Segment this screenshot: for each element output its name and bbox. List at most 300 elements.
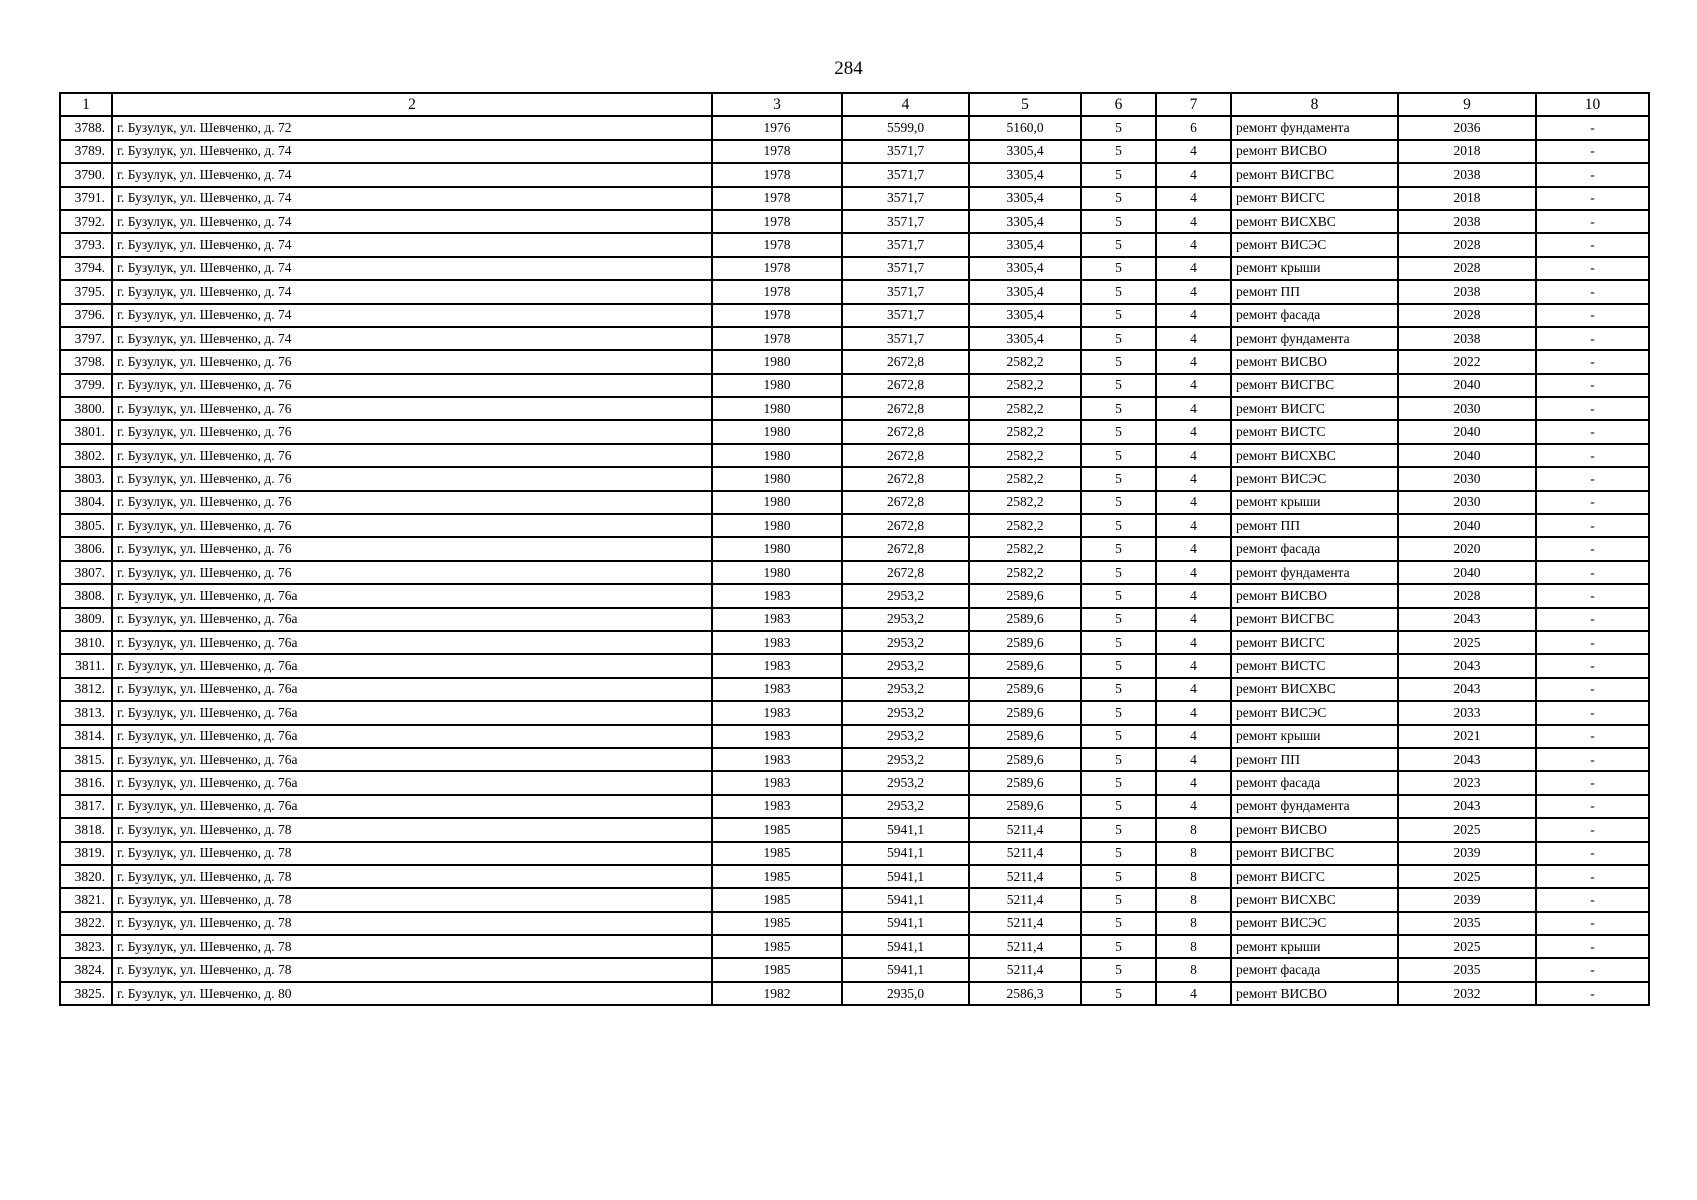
- cell-living-area: 2589,6: [969, 678, 1081, 701]
- table-row: [60, 350, 1649, 373]
- cell-work-type: ремонт ВИСТС: [1231, 420, 1398, 443]
- page-number: 284: [834, 58, 863, 79]
- cell-note: -: [1536, 584, 1649, 607]
- cell-planned-year: 2023: [1398, 771, 1536, 794]
- cell-floors: 5: [1081, 444, 1156, 467]
- cell-floors: 5: [1081, 771, 1156, 794]
- cell-row-number: 3800.: [60, 397, 112, 420]
- cell-total-area: 3571,7: [842, 140, 969, 163]
- cell-work-type: ремонт фасада: [1231, 771, 1398, 794]
- cell-work-type: ремонт ВИСГВС: [1231, 374, 1398, 397]
- cell-build-year: 1985: [712, 842, 842, 865]
- cell-work-type: ремонт ВИСГС: [1231, 631, 1398, 654]
- cell-entrances: 4: [1156, 748, 1231, 771]
- cell-work-type: ремонт фундамента: [1231, 561, 1398, 584]
- cell-living-area: 2582,2: [969, 561, 1081, 584]
- cell-build-year: 1983: [712, 748, 842, 771]
- cell-row-number: 3804.: [60, 491, 112, 514]
- registry-table: [59, 92, 1650, 1006]
- cell-total-area: 2672,8: [842, 467, 969, 490]
- cell-floors: 5: [1081, 748, 1156, 771]
- cell-floors: 5: [1081, 397, 1156, 420]
- cell-address: г. Бузулук, ул. Шевченко, д. 74: [112, 280, 712, 303]
- table-row: [60, 116, 1649, 139]
- cell-planned-year: 2030: [1398, 397, 1536, 420]
- cell-note: -: [1536, 725, 1649, 748]
- cell-note: -: [1536, 467, 1649, 490]
- cell-entrances: 4: [1156, 233, 1231, 256]
- cell-planned-year: 2038: [1398, 327, 1536, 350]
- cell-row-number: 3806.: [60, 537, 112, 560]
- cell-entrances: 4: [1156, 210, 1231, 233]
- cell-total-area: 5941,1: [842, 958, 969, 981]
- cell-address: г. Бузулук, ул. Шевченко, д. 76: [112, 444, 712, 467]
- cell-build-year: 1980: [712, 374, 842, 397]
- cell-work-type: ремонт ВИСВО: [1231, 140, 1398, 163]
- cell-entrances: 4: [1156, 771, 1231, 794]
- cell-build-year: 1978: [712, 233, 842, 256]
- cell-total-area: 2953,2: [842, 771, 969, 794]
- cell-build-year: 1983: [712, 701, 842, 724]
- cell-planned-year: 2028: [1398, 304, 1536, 327]
- cell-planned-year: 2032: [1398, 982, 1536, 1005]
- cell-planned-year: 2028: [1398, 257, 1536, 280]
- table-row: [60, 420, 1649, 443]
- table-row: [60, 725, 1649, 748]
- table-row: [60, 210, 1649, 233]
- table-row: [60, 818, 1649, 841]
- cell-note: -: [1536, 280, 1649, 303]
- cell-address: г. Бузулук, ул. Шевченко, д. 74: [112, 187, 712, 210]
- column-header-3: 3: [712, 93, 842, 116]
- cell-work-type: ремонт крыши: [1231, 935, 1398, 958]
- cell-build-year: 1985: [712, 958, 842, 981]
- cell-floors: 5: [1081, 818, 1156, 841]
- cell-total-area: 2935,0: [842, 982, 969, 1005]
- table-row: [60, 444, 1649, 467]
- table-row: [60, 257, 1649, 280]
- cell-floors: 5: [1081, 958, 1156, 981]
- cell-entrances: 8: [1156, 935, 1231, 958]
- cell-floors: 5: [1081, 654, 1156, 677]
- cell-work-type: ремонт ВИСХВС: [1231, 678, 1398, 701]
- cell-note: -: [1536, 514, 1649, 537]
- cell-entrances: 6: [1156, 116, 1231, 139]
- cell-living-area: 3305,4: [969, 233, 1081, 256]
- cell-living-area: 2582,2: [969, 491, 1081, 514]
- cell-planned-year: 2018: [1398, 187, 1536, 210]
- cell-row-number: 3794.: [60, 257, 112, 280]
- cell-floors: 5: [1081, 280, 1156, 303]
- cell-address: г. Бузулук, ул. Шевченко, д. 76: [112, 467, 712, 490]
- cell-address: г. Бузулук, ул. Шевченко, д. 76: [112, 491, 712, 514]
- cell-row-number: 3802.: [60, 444, 112, 467]
- cell-living-area: 5211,4: [969, 842, 1081, 865]
- cell-planned-year: 2030: [1398, 491, 1536, 514]
- cell-total-area: 2953,2: [842, 608, 969, 631]
- cell-entrances: 8: [1156, 818, 1231, 841]
- cell-living-area: 2589,6: [969, 725, 1081, 748]
- cell-planned-year: 2022: [1398, 350, 1536, 373]
- cell-note: -: [1536, 771, 1649, 794]
- cell-address: г. Бузулук, ул. Шевченко, д. 76а: [112, 701, 712, 724]
- cell-build-year: 1978: [712, 187, 842, 210]
- cell-floors: 5: [1081, 888, 1156, 911]
- cell-address: г. Бузулук, ул. Шевченко, д. 74: [112, 257, 712, 280]
- cell-total-area: 2672,8: [842, 514, 969, 537]
- cell-row-number: 3816.: [60, 771, 112, 794]
- table-row: [60, 678, 1649, 701]
- cell-note: -: [1536, 631, 1649, 654]
- cell-build-year: 1983: [712, 678, 842, 701]
- cell-total-area: 3571,7: [842, 210, 969, 233]
- table-row: [60, 748, 1649, 771]
- column-header-8: 8: [1231, 93, 1398, 116]
- cell-address: г. Бузулук, ул. Шевченко, д. 76: [112, 514, 712, 537]
- cell-address: г. Бузулук, ул. Шевченко, д. 78: [112, 958, 712, 981]
- column-header-4: 4: [842, 93, 969, 116]
- cell-floors: 5: [1081, 374, 1156, 397]
- cell-floors: 5: [1081, 608, 1156, 631]
- cell-total-area: 2672,8: [842, 561, 969, 584]
- cell-planned-year: 2025: [1398, 818, 1536, 841]
- cell-build-year: 1983: [712, 771, 842, 794]
- cell-build-year: 1978: [712, 280, 842, 303]
- cell-build-year: 1985: [712, 818, 842, 841]
- cell-floors: 5: [1081, 701, 1156, 724]
- cell-living-area: 2582,2: [969, 350, 1081, 373]
- cell-row-number: 3798.: [60, 350, 112, 373]
- cell-address: г. Бузулук, ул. Шевченко, д. 78: [112, 818, 712, 841]
- cell-total-area: 3571,7: [842, 257, 969, 280]
- cell-living-area: 2582,2: [969, 537, 1081, 560]
- cell-note: -: [1536, 678, 1649, 701]
- cell-work-type: ремонт фасада: [1231, 304, 1398, 327]
- cell-work-type: ремонт ВИСТС: [1231, 654, 1398, 677]
- cell-total-area: 2672,8: [842, 350, 969, 373]
- cell-entrances: 4: [1156, 327, 1231, 350]
- cell-planned-year: 2020: [1398, 537, 1536, 560]
- cell-living-area: 2589,6: [969, 748, 1081, 771]
- cell-entrances: 4: [1156, 561, 1231, 584]
- cell-work-type: ремонт ВИСГВС: [1231, 608, 1398, 631]
- cell-floors: 5: [1081, 842, 1156, 865]
- cell-build-year: 1983: [712, 654, 842, 677]
- cell-build-year: 1983: [712, 608, 842, 631]
- cell-note: -: [1536, 327, 1649, 350]
- cell-planned-year: 2038: [1398, 280, 1536, 303]
- cell-living-area: 2589,6: [969, 631, 1081, 654]
- cell-build-year: 1980: [712, 397, 842, 420]
- cell-work-type: ремонт ВИСВО: [1231, 350, 1398, 373]
- table-row: [60, 654, 1649, 677]
- table-row: [60, 584, 1649, 607]
- table-row: [60, 233, 1649, 256]
- cell-planned-year: 2036: [1398, 116, 1536, 139]
- cell-entrances: 4: [1156, 140, 1231, 163]
- cell-living-area: 5160,0: [969, 116, 1081, 139]
- cell-entrances: 8: [1156, 958, 1231, 981]
- column-header-2: 2: [112, 93, 712, 116]
- table-row: [60, 795, 1649, 818]
- cell-row-number: 3796.: [60, 304, 112, 327]
- cell-row-number: 3797.: [60, 327, 112, 350]
- cell-entrances: 4: [1156, 187, 1231, 210]
- cell-row-number: 3823.: [60, 935, 112, 958]
- cell-entrances: 4: [1156, 584, 1231, 607]
- cell-work-type: ремонт ВИСЭС: [1231, 701, 1398, 724]
- cell-total-area: 5941,1: [842, 842, 969, 865]
- cell-row-number: 3809.: [60, 608, 112, 631]
- table-row: [60, 187, 1649, 210]
- cell-planned-year: 2030: [1398, 467, 1536, 490]
- cell-living-area: 2589,6: [969, 654, 1081, 677]
- cell-address: г. Бузулук, ул. Шевченко, д. 76: [112, 537, 712, 560]
- cell-build-year: 1983: [712, 631, 842, 654]
- cell-row-number: 3805.: [60, 514, 112, 537]
- cell-address: г. Бузулук, ул. Шевченко, д. 76а: [112, 631, 712, 654]
- cell-planned-year: 2025: [1398, 631, 1536, 654]
- cell-row-number: 3817.: [60, 795, 112, 818]
- cell-row-number: 3813.: [60, 701, 112, 724]
- column-header-10: 10: [1536, 93, 1649, 116]
- cell-note: -: [1536, 350, 1649, 373]
- column-header-7: 7: [1156, 93, 1231, 116]
- cell-living-area: 2582,2: [969, 420, 1081, 443]
- cell-address: г. Бузулук, ул. Шевченко, д. 78: [112, 888, 712, 911]
- column-header-6: 6: [1081, 93, 1156, 116]
- cell-note: -: [1536, 982, 1649, 1005]
- cell-floors: 5: [1081, 584, 1156, 607]
- cell-row-number: 3825.: [60, 982, 112, 1005]
- cell-row-number: 3790.: [60, 163, 112, 186]
- cell-note: -: [1536, 257, 1649, 280]
- cell-total-area: 2672,8: [842, 397, 969, 420]
- cell-floors: 5: [1081, 327, 1156, 350]
- table-row: [60, 514, 1649, 537]
- cell-work-type: ремонт ВИСГВС: [1231, 163, 1398, 186]
- cell-row-number: 3803.: [60, 467, 112, 490]
- cell-living-area: 2589,6: [969, 608, 1081, 631]
- cell-total-area: 5941,1: [842, 912, 969, 935]
- cell-living-area: 2589,6: [969, 771, 1081, 794]
- cell-planned-year: 2043: [1398, 608, 1536, 631]
- cell-work-type: ремонт крыши: [1231, 725, 1398, 748]
- table-row: [60, 163, 1649, 186]
- cell-floors: 5: [1081, 187, 1156, 210]
- cell-living-area: 5211,4: [969, 935, 1081, 958]
- cell-floors: 5: [1081, 257, 1156, 280]
- cell-floors: 5: [1081, 467, 1156, 490]
- cell-entrances: 4: [1156, 163, 1231, 186]
- table-row: [60, 374, 1649, 397]
- cell-living-area: 3305,4: [969, 187, 1081, 210]
- cell-note: -: [1536, 795, 1649, 818]
- cell-planned-year: 2028: [1398, 584, 1536, 607]
- cell-build-year: 1980: [712, 444, 842, 467]
- cell-row-number: 3788.: [60, 116, 112, 139]
- cell-work-type: ремонт ПП: [1231, 280, 1398, 303]
- cell-build-year: 1978: [712, 257, 842, 280]
- cell-build-year: 1978: [712, 140, 842, 163]
- cell-row-number: 3795.: [60, 280, 112, 303]
- cell-row-number: 3799.: [60, 374, 112, 397]
- cell-floors: 5: [1081, 678, 1156, 701]
- table-row: [60, 842, 1649, 865]
- cell-entrances: 4: [1156, 304, 1231, 327]
- cell-entrances: 4: [1156, 725, 1231, 748]
- cell-work-type: ремонт ПП: [1231, 514, 1398, 537]
- cell-address: г. Бузулук, ул. Шевченко, д. 74: [112, 233, 712, 256]
- cell-entrances: 4: [1156, 795, 1231, 818]
- table-row: [60, 304, 1649, 327]
- cell-address: г. Бузулук, ул. Шевченко, д. 76: [112, 561, 712, 584]
- cell-floors: 5: [1081, 304, 1156, 327]
- column-header-1: 1: [60, 93, 112, 116]
- cell-work-type: ремонт крыши: [1231, 257, 1398, 280]
- cell-entrances: 4: [1156, 350, 1231, 373]
- cell-total-area: 5941,1: [842, 818, 969, 841]
- cell-entrances: 4: [1156, 420, 1231, 443]
- cell-entrances: 4: [1156, 608, 1231, 631]
- cell-build-year: 1985: [712, 935, 842, 958]
- cell-living-area: 2589,6: [969, 795, 1081, 818]
- cell-total-area: 2672,8: [842, 491, 969, 514]
- cell-total-area: 3571,7: [842, 163, 969, 186]
- cell-living-area: 5211,4: [969, 818, 1081, 841]
- cell-address: г. Бузулук, ул. Шевченко, д. 74: [112, 327, 712, 350]
- cell-planned-year: 2025: [1398, 935, 1536, 958]
- cell-build-year: 1980: [712, 514, 842, 537]
- cell-row-number: 3793.: [60, 233, 112, 256]
- cell-living-area: 2582,2: [969, 514, 1081, 537]
- cell-living-area: 2582,2: [969, 467, 1081, 490]
- cell-floors: 5: [1081, 537, 1156, 560]
- cell-living-area: 2582,2: [969, 374, 1081, 397]
- cell-note: -: [1536, 304, 1649, 327]
- cell-build-year: 1980: [712, 561, 842, 584]
- cell-entrances: 4: [1156, 491, 1231, 514]
- cell-work-type: ремонт ВИСХВС: [1231, 444, 1398, 467]
- cell-living-area: 2582,2: [969, 444, 1081, 467]
- cell-build-year: 1983: [712, 725, 842, 748]
- cell-floors: 5: [1081, 935, 1156, 958]
- cell-address: г. Бузулук, ул. Шевченко, д. 76а: [112, 584, 712, 607]
- cell-total-area: 3571,7: [842, 327, 969, 350]
- cell-note: -: [1536, 397, 1649, 420]
- cell-work-type: ремонт ВИСЭС: [1231, 233, 1398, 256]
- cell-address: г. Бузулук, ул. Шевченко, д. 76: [112, 350, 712, 373]
- cell-note: -: [1536, 420, 1649, 443]
- cell-address: г. Бузулук, ул. Шевченко, д. 76а: [112, 748, 712, 771]
- cell-total-area: 2672,8: [842, 420, 969, 443]
- cell-total-area: 2672,8: [842, 444, 969, 467]
- cell-note: -: [1536, 748, 1649, 771]
- cell-address: г. Бузулук, ул. Шевченко, д. 76а: [112, 725, 712, 748]
- cell-note: -: [1536, 163, 1649, 186]
- cell-planned-year: 2040: [1398, 561, 1536, 584]
- cell-living-area: 2582,2: [969, 397, 1081, 420]
- cell-work-type: ремонт фундамента: [1231, 327, 1398, 350]
- cell-address: г. Бузулук, ул. Шевченко, д. 78: [112, 935, 712, 958]
- cell-address: г. Бузулук, ул. Шевченко, д. 74: [112, 210, 712, 233]
- cell-work-type: ремонт фасада: [1231, 958, 1398, 981]
- cell-work-type: ремонт ВИСХВС: [1231, 888, 1398, 911]
- table-row: [60, 280, 1649, 303]
- cell-entrances: 4: [1156, 537, 1231, 560]
- cell-note: -: [1536, 865, 1649, 888]
- cell-build-year: 1980: [712, 350, 842, 373]
- cell-build-year: 1983: [712, 795, 842, 818]
- cell-address: г. Бузулук, ул. Шевченко, д. 76: [112, 374, 712, 397]
- cell-build-year: 1982: [712, 982, 842, 1005]
- cell-work-type: ремонт ВИСВО: [1231, 982, 1398, 1005]
- cell-build-year: 1985: [712, 912, 842, 935]
- cell-row-number: 3820.: [60, 865, 112, 888]
- cell-work-type: ремонт ПП: [1231, 748, 1398, 771]
- cell-planned-year: 2040: [1398, 514, 1536, 537]
- cell-work-type: ремонт ВИСГС: [1231, 397, 1398, 420]
- cell-row-number: 3815.: [60, 748, 112, 771]
- cell-living-area: 2589,6: [969, 584, 1081, 607]
- cell-note: -: [1536, 444, 1649, 467]
- table-row: [60, 912, 1649, 935]
- cell-address: г. Бузулук, ул. Шевченко, д. 76а: [112, 771, 712, 794]
- cell-total-area: 3571,7: [842, 280, 969, 303]
- cell-address: г. Бузулук, ул. Шевченко, д. 78: [112, 912, 712, 935]
- cell-work-type: ремонт фасада: [1231, 537, 1398, 560]
- cell-address: г. Бузулук, ул. Шевченко, д. 74: [112, 304, 712, 327]
- cell-planned-year: 2043: [1398, 795, 1536, 818]
- cell-total-area: 5941,1: [842, 865, 969, 888]
- cell-note: -: [1536, 935, 1649, 958]
- cell-note: -: [1536, 654, 1649, 677]
- cell-floors: 5: [1081, 982, 1156, 1005]
- cell-living-area: 3305,4: [969, 327, 1081, 350]
- cell-note: -: [1536, 210, 1649, 233]
- cell-floors: 5: [1081, 514, 1156, 537]
- cell-total-area: 2953,2: [842, 748, 969, 771]
- cell-work-type: ремонт ВИСГВС: [1231, 842, 1398, 865]
- table-row: [60, 561, 1649, 584]
- cell-entrances: 4: [1156, 701, 1231, 724]
- table-row: [60, 491, 1649, 514]
- cell-note: -: [1536, 537, 1649, 560]
- cell-living-area: 3305,4: [969, 210, 1081, 233]
- table-row: [60, 958, 1649, 981]
- table-row: [60, 467, 1649, 490]
- cell-row-number: 3801.: [60, 420, 112, 443]
- cell-entrances: 4: [1156, 257, 1231, 280]
- cell-floors: 5: [1081, 865, 1156, 888]
- cell-total-area: 2953,2: [842, 654, 969, 677]
- cell-work-type: ремонт ВИСВО: [1231, 584, 1398, 607]
- cell-row-number: 3822.: [60, 912, 112, 935]
- cell-entrances: 4: [1156, 444, 1231, 467]
- cell-total-area: 3571,7: [842, 233, 969, 256]
- cell-floors: 5: [1081, 140, 1156, 163]
- cell-note: -: [1536, 842, 1649, 865]
- cell-planned-year: 2040: [1398, 420, 1536, 443]
- cell-row-number: 3789.: [60, 140, 112, 163]
- cell-note: -: [1536, 958, 1649, 981]
- cell-build-year: 1980: [712, 537, 842, 560]
- cell-note: -: [1536, 561, 1649, 584]
- cell-build-year: 1985: [712, 888, 842, 911]
- cell-floors: 5: [1081, 163, 1156, 186]
- cell-floors: 5: [1081, 561, 1156, 584]
- cell-floors: 5: [1081, 725, 1156, 748]
